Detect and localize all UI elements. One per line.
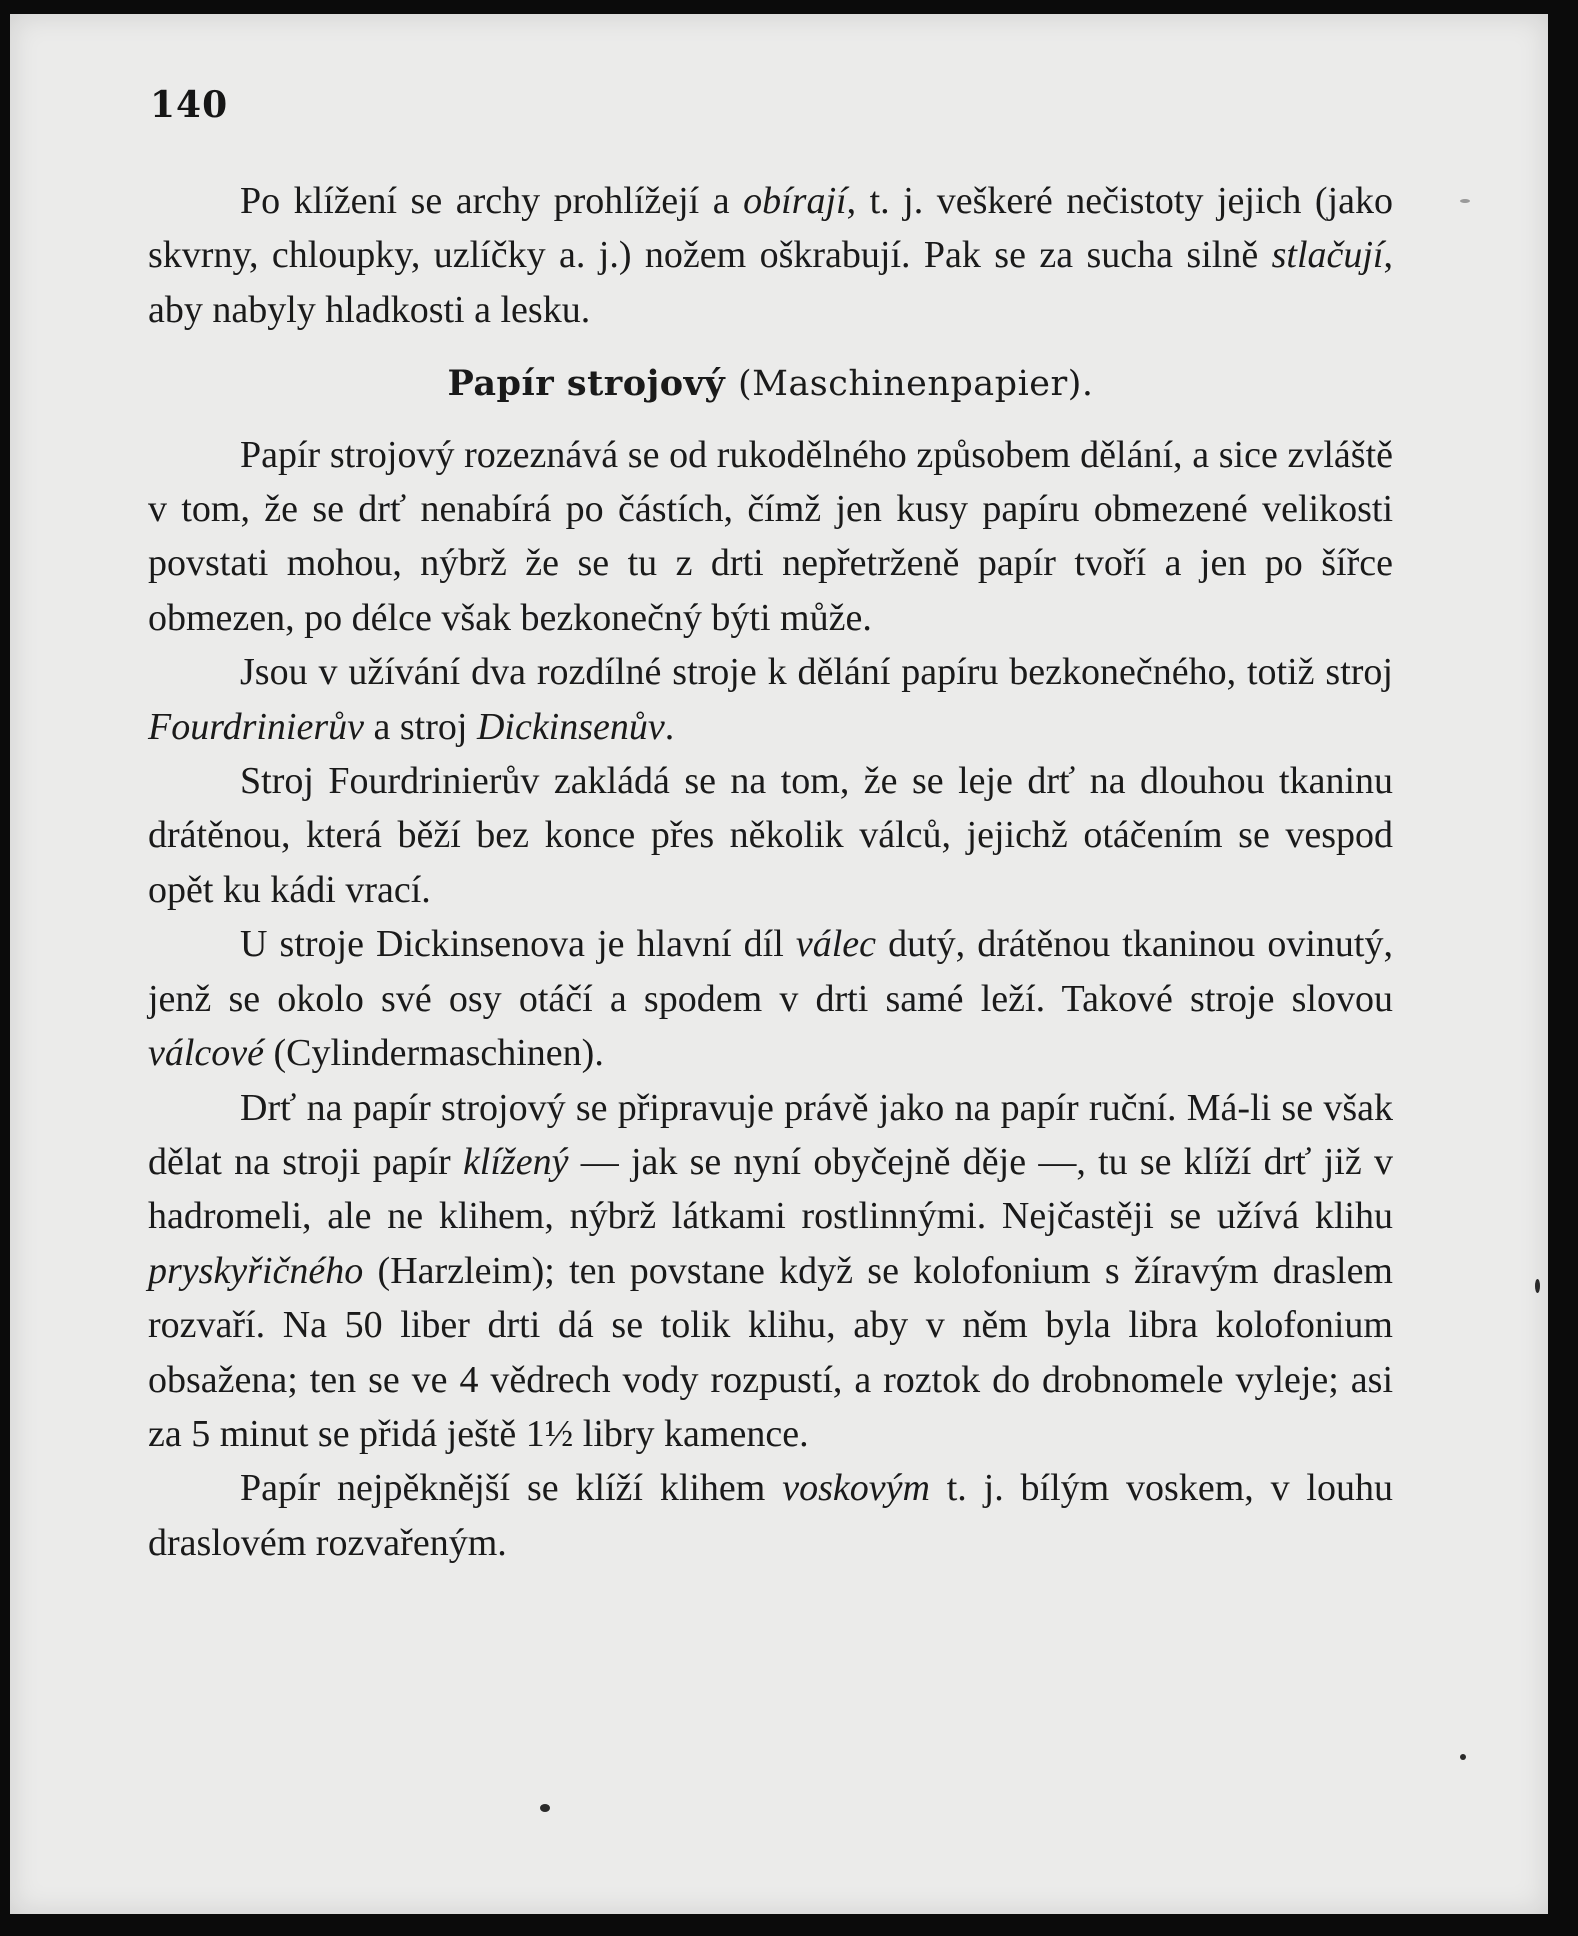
- section-heading: [148, 357, 1393, 411]
- emphasis-term: Fourdrinierův: [148, 705, 365, 748]
- text-run: Drť na papír strojový se připravuje právě jako na papír ruční. Má-li se však dělat na stroji papír: [148, 1086, 1393, 1183]
- paragraph-dva-stroje: [148, 645, 1393, 754]
- paragraph-drt: [148, 1081, 1393, 1462]
- text-run: dutý, drátěnou tkaninou ovinutý, jenž se okolo své osy otáčí a spodem v drti samé leží. Takové stroje slovou: [148, 923, 1393, 1020]
- emphasis-term: klížený: [462, 1140, 569, 1183]
- text-run: Po klížení se archy prohlížejí a: [240, 180, 744, 222]
- paragraph-fourdrinier: Stroj Fourdrinierův zakládá se na tom, že se leje drť na dlouhou tkaninu drátěnou, která běží bez konce přes několik válců, jejichž otáčením se vespod opět ku kádi vrací.: [148, 760, 1393, 911]
- text-run: U stroje Dickinsenova je hlavní díl: [240, 923, 796, 966]
- emphasis-term: Dickinsenův: [476, 705, 665, 748]
- text-run: , t. j. veškeré nečistoty jejich (jako skvrny, chloupky, uzlíčky a. j.) nožem oškrabují. Pak se za sucha silně: [148, 180, 1393, 277]
- text-run: t. j. bílým voskem, v louhu draslovém rozvařeným.: [148, 1467, 1393, 1564]
- emphasis-term: stlačují: [1271, 234, 1384, 277]
- text-run: Jsou v užívání dva rozdílné stroje k dělání papíru bezkonečného, totiž stroj: [240, 651, 1393, 694]
- paragraph-klizeni: [148, 174, 1393, 337]
- section-title: Papír strojový: [447, 363, 726, 405]
- text-run: , aby nabyly hladkosti a lesku.: [148, 234, 1393, 331]
- text-run: .: [664, 705, 675, 748]
- emphasis-term: voskovým: [782, 1467, 930, 1510]
- body-text: [148, 174, 1393, 1570]
- paragraph-nejpeknejsi: [148, 1461, 1393, 1570]
- text-run: (Cylindermaschinen).: [264, 1032, 604, 1075]
- text-run: a stroj: [364, 705, 477, 748]
- paragraph-dickinsen: [148, 917, 1393, 1080]
- book-page: [10, 14, 1548, 1914]
- text-run: (Harzleim); ten povstane když se kolofonium s žíravým draslem rozvaří. Na 50 liber drti dá se tolik klihu, aby v něm byla libra kolofonium obsažena; ten se ve 4 vědrech vody rozpustí, a roztok do drobnomele vyleje; asi za 5 minut se přidá ještě 1½ libry kamence.: [148, 1249, 1393, 1455]
- print-speck: [1535, 1279, 1540, 1293]
- emphasis-term: obírají: [743, 180, 847, 222]
- emphasis-term: válec: [795, 923, 877, 966]
- print-speck: [1460, 1754, 1466, 1760]
- emphasis-term: válcové: [148, 1032, 265, 1075]
- print-speck: [1460, 199, 1470, 203]
- page-number: 140: [150, 84, 229, 126]
- text-run: — jak se nyní obyčejně děje —, tu se klíží drť již v hadromeli, ale ne klihem, nýbrž látkami rostlinnými. Nejčastěji se užívá klihu: [148, 1140, 1393, 1238]
- emphasis-term: pryskyřičného: [148, 1249, 364, 1292]
- print-speck: [540, 1804, 550, 1812]
- text-run: Papír nejpěknější se klíží klihem: [240, 1467, 783, 1510]
- section-subtitle: (Maschinenpapier).: [737, 364, 1094, 405]
- paragraph-papir-strojovy: Papír strojový rozeznává se od rukodělného způsobem dělání, a sice zvláště v tom, že se drť nenabírá po částích, čímž jen kusy papíru obmezené velikosti povstati mohou, nýbrž že se tu z drti nepřetrženě papír tvoří a jen po šířce obmezen, po délce však bezkonečný býti může.: [148, 433, 1393, 639]
